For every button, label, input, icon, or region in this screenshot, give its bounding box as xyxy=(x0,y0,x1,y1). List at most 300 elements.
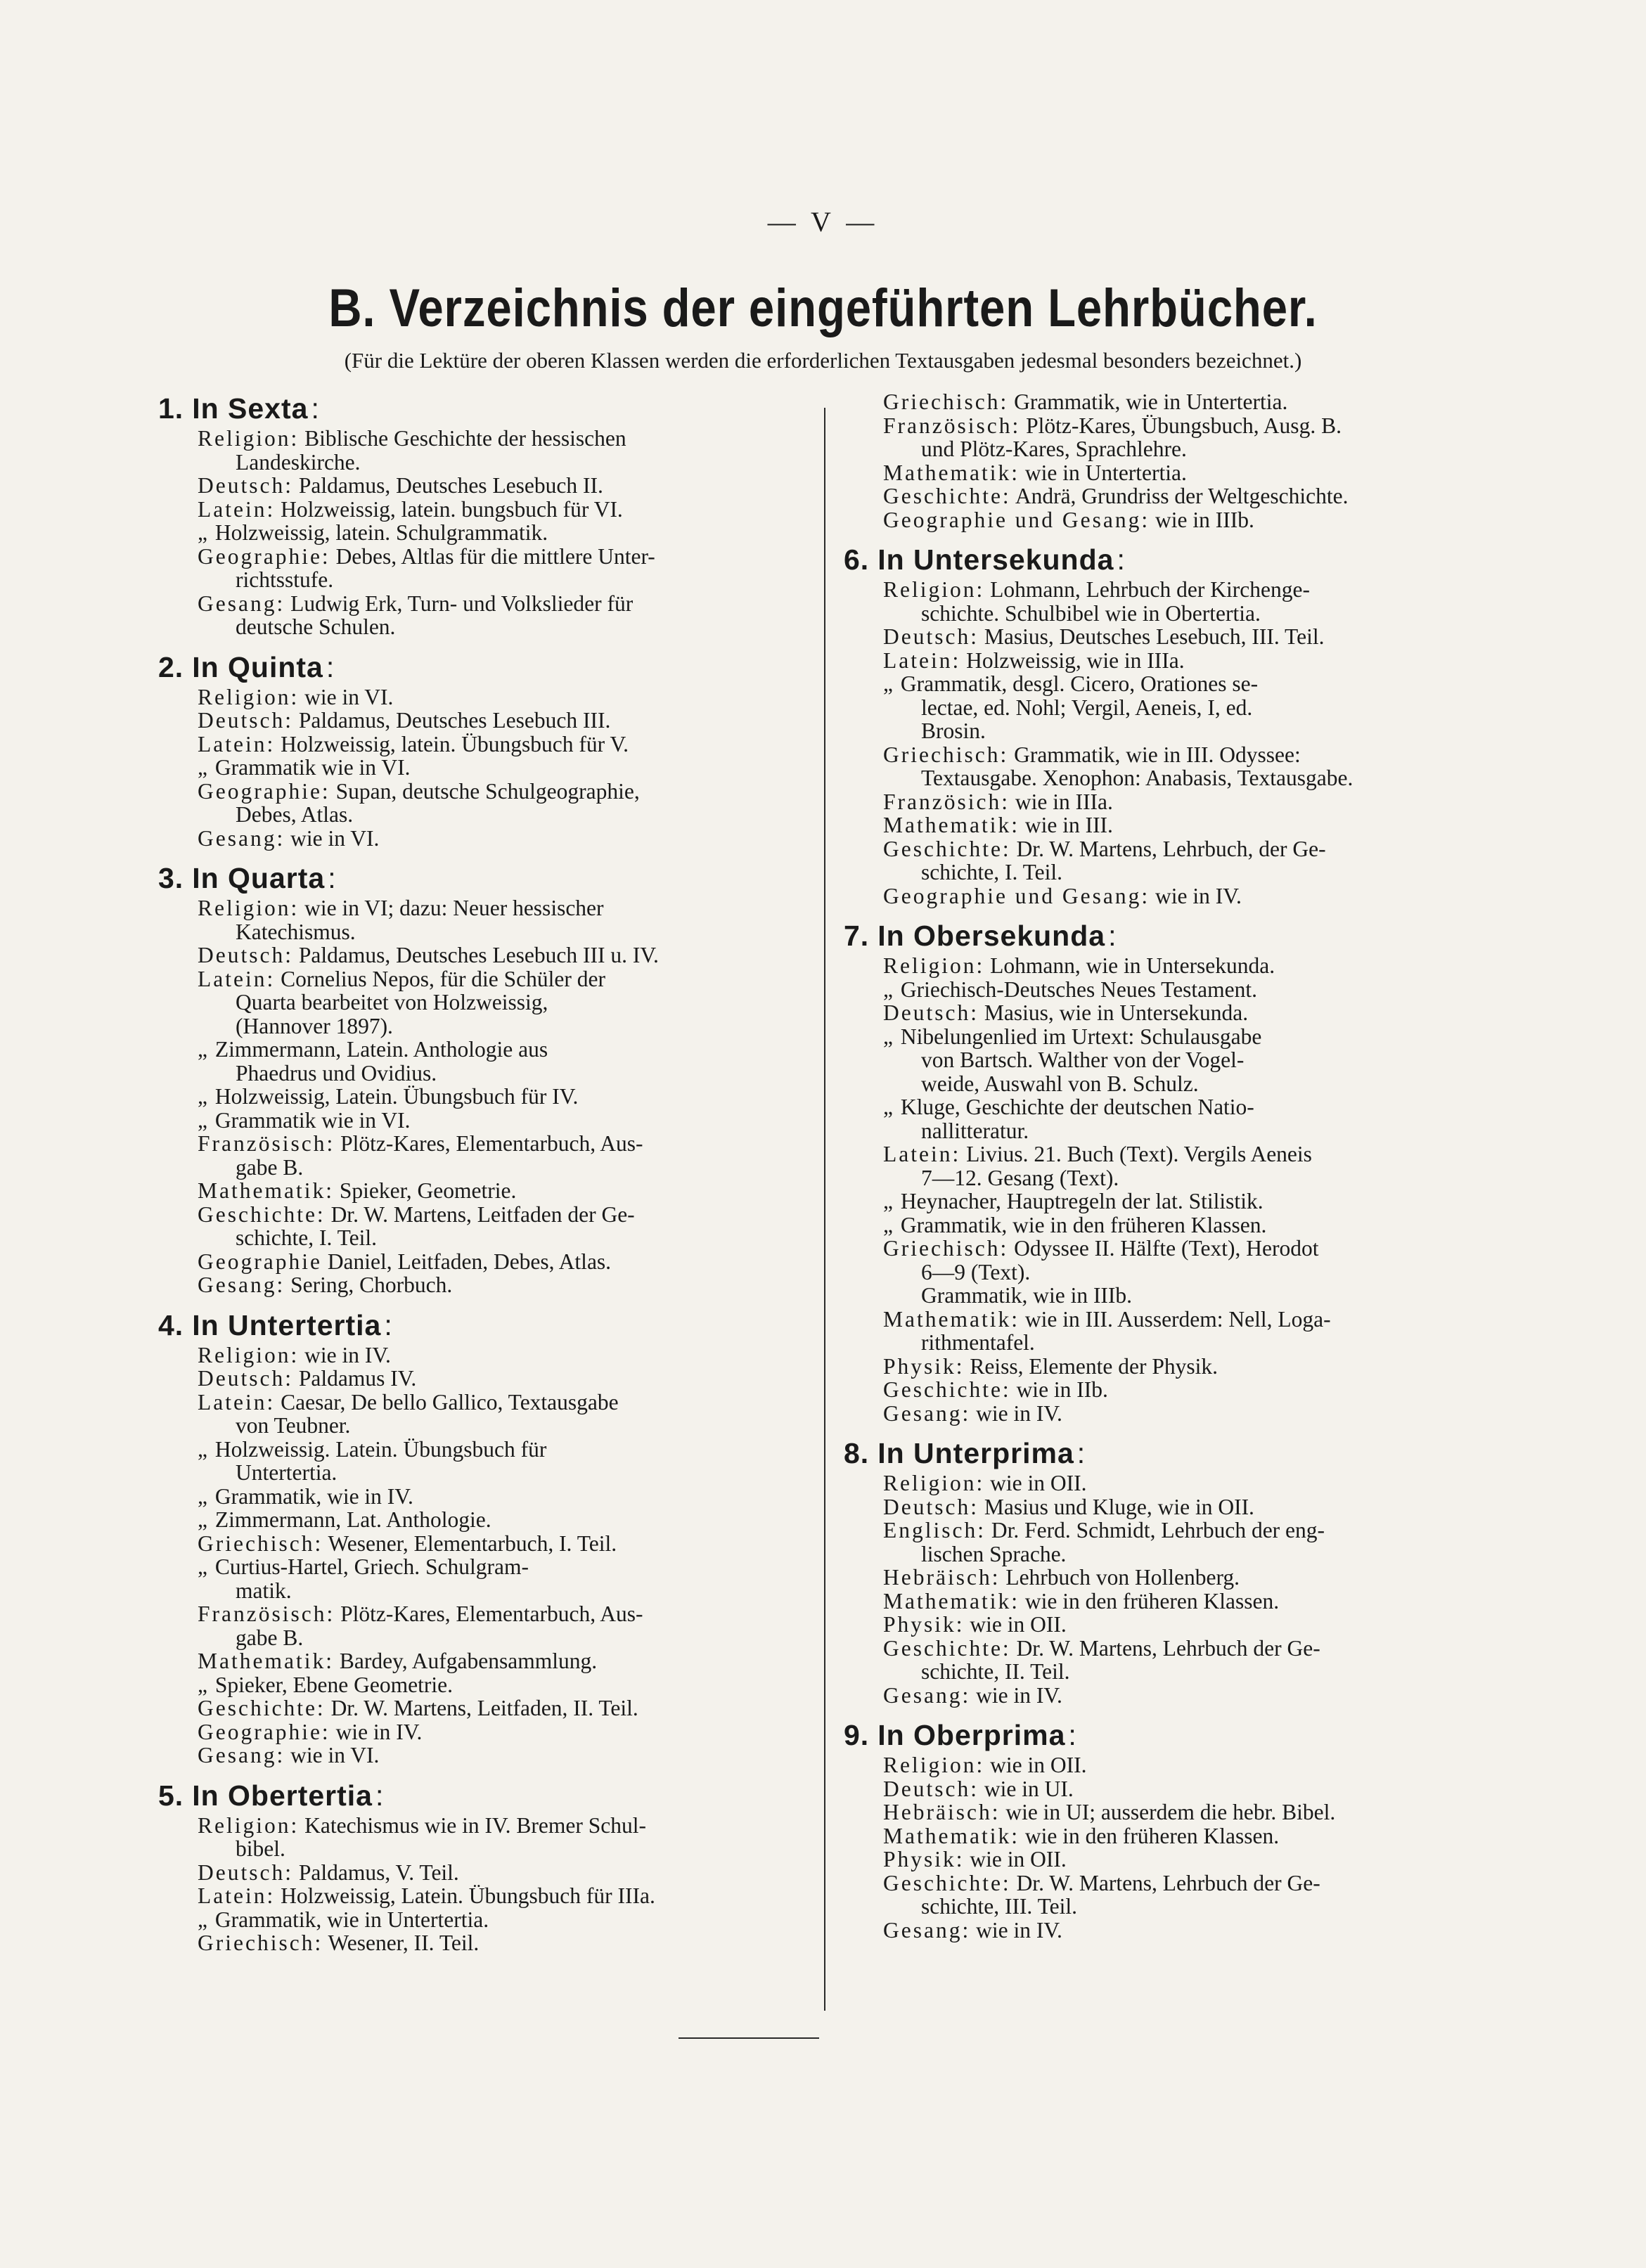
entry-subject: „ xyxy=(198,1084,210,1109)
section-heading xyxy=(158,1307,812,1344)
bottom-rule xyxy=(679,2037,819,2039)
entry-text: Holzweissig, Latein. Übungsbuch für IV. xyxy=(214,1084,579,1109)
entry-subject: Geschichte: xyxy=(883,836,1011,861)
section-name: In Sexta xyxy=(192,392,309,425)
book-entry xyxy=(858,1684,1477,1708)
entry-text: Dr. Ferd. Schmidt, Lehrbuch der eng- xyxy=(991,1518,1325,1542)
section-heading xyxy=(158,649,812,685)
book-entry xyxy=(172,1109,812,1133)
book-entry xyxy=(858,1542,1477,1566)
entry-subject: Deutsch: xyxy=(883,1494,979,1519)
book-entry xyxy=(858,1848,1477,1871)
entry-text: Debes, Altlas für die mittlere Unter- xyxy=(335,543,655,569)
book-entry xyxy=(172,1931,812,1955)
entry-text: Holzweissig, wie in IIIa. xyxy=(966,647,1185,673)
section-heading xyxy=(844,541,1477,578)
section-gap xyxy=(858,1942,1477,1952)
section-number: 8. xyxy=(844,1437,870,1469)
entry-text: Grammatik, wie in Untertertia. xyxy=(1014,389,1288,414)
entry-subject: Französisch: xyxy=(883,413,1021,438)
entry-subject: Religion: xyxy=(198,426,300,451)
section-number: 6. xyxy=(844,543,870,576)
entry-text: Holzweissig, latein. Schulgrammatik. xyxy=(214,520,548,545)
book-entry xyxy=(858,649,1477,673)
entry-text: wie in OII. xyxy=(990,1471,1087,1495)
entry-subject: „ xyxy=(198,1037,210,1062)
section-gap xyxy=(858,531,1477,541)
section-number: 7. xyxy=(844,920,870,952)
entry-text: wie in VI. xyxy=(304,684,394,709)
book-entry xyxy=(172,1438,812,1462)
book-entry xyxy=(858,1213,1477,1237)
book-entry xyxy=(858,813,1477,837)
class-section xyxy=(858,390,1477,531)
left-column xyxy=(158,390,812,1965)
entry-subject: Geographie: xyxy=(198,543,330,569)
entry-subject: Latein: xyxy=(883,1142,961,1166)
entry-text: Wesener, II. Teil. xyxy=(328,1931,480,1955)
entry-subject: Religion: xyxy=(883,1753,985,1777)
book-entry xyxy=(172,685,812,709)
entry-subject: Religion: xyxy=(883,1471,985,1495)
book-entry xyxy=(172,1485,812,1509)
entry-subject: Deutsch: xyxy=(198,1860,293,1885)
entry-subject: Griechisch: xyxy=(883,1236,1009,1261)
book-entry xyxy=(858,790,1477,814)
section-number: 9. xyxy=(844,1719,870,1751)
entry-text: Phaedrus und Ovidius. xyxy=(236,1060,437,1085)
entry-subject: Hebräisch: xyxy=(883,1565,1001,1590)
entry-text: Quarta bearbeitet von Holzweissig, xyxy=(236,990,548,1014)
class-section xyxy=(158,390,812,639)
entry-subject: Geschichte: xyxy=(883,1870,1011,1895)
entry-text: Wesener, Elementarbuch, I. Teil. xyxy=(328,1531,617,1556)
section-heading xyxy=(158,390,812,427)
entry-text: Plötz-Kares, Elementarbuch, Aus- xyxy=(340,1602,643,1626)
book-entry xyxy=(172,827,812,851)
entry-text: 7—12. Gesang (Text). xyxy=(921,1165,1119,1190)
book-entry xyxy=(858,1237,1477,1261)
entry-text: wie in UI; ausserdem die hebr. Bibel. xyxy=(1005,1800,1336,1824)
entry-text: Andrä, Grundriss der Weltgeschichte. xyxy=(1015,484,1349,508)
entry-text: wie in IV. xyxy=(976,1917,1062,1942)
book-entry xyxy=(172,498,812,522)
entry-subject: Geschichte: xyxy=(883,1377,1011,1402)
entry-subject: Französisch: xyxy=(198,1602,335,1626)
entry-subject: Englisch: xyxy=(883,1518,986,1542)
entry-subject: „ xyxy=(198,1107,210,1133)
book-entry xyxy=(858,1753,1477,1777)
entry-subject: Geschichte: xyxy=(198,1201,326,1227)
entry-text: Caesar, De bello Gallico, Textausgabe xyxy=(281,1389,619,1415)
book-entry xyxy=(172,803,812,827)
entry-subject: Deutsch: xyxy=(883,1000,979,1025)
book-entry xyxy=(172,1179,812,1203)
entry-subject: Gesang: xyxy=(198,591,285,616)
book-entry xyxy=(858,508,1477,532)
entry-subject: Latein: xyxy=(198,1389,276,1415)
right-column xyxy=(844,389,1477,1952)
entry-text: Dr. W. Martens, Lehrbuch der Ge- xyxy=(1016,1635,1320,1661)
book-entry xyxy=(858,1261,1477,1284)
book-entry xyxy=(172,1720,812,1744)
book-entry xyxy=(858,1871,1477,1895)
book-entry xyxy=(858,884,1477,908)
book-entry xyxy=(172,991,812,1014)
section-number: 4. xyxy=(158,1308,184,1341)
entry-subject: Deutsch: xyxy=(883,1776,979,1801)
book-entry xyxy=(172,1461,812,1485)
book-entry xyxy=(172,1203,812,1227)
entry-text: Grammatik, desgl. Cicero, Orationes se- xyxy=(900,671,1259,696)
entry-text: wie in IIIa. xyxy=(1015,789,1113,814)
entry-text: Kluge, Geschichte der deutschen Natio- xyxy=(900,1095,1254,1119)
entry-text: gabe B. xyxy=(236,1154,304,1180)
entry-text: Ludwig Erk, Turn- und Volkslieder für xyxy=(290,591,634,616)
book-entry xyxy=(172,1014,812,1038)
book-entry xyxy=(172,474,812,498)
entry-text: schichte, III. Teil. xyxy=(921,1894,1078,1919)
section-name: In Oberprima xyxy=(877,1719,1066,1751)
entry-text: Paldamus, V. Teil. xyxy=(298,1860,459,1885)
entry-text: richtsstufe. xyxy=(236,567,334,592)
entry-subject: Deutsch: xyxy=(883,624,979,649)
column-divider xyxy=(824,408,825,2011)
class-section xyxy=(844,1717,1477,1942)
book-entry xyxy=(858,1095,1477,1119)
entry-subject: Religion: xyxy=(198,1812,300,1838)
book-entry xyxy=(172,1602,812,1626)
book-entry xyxy=(172,896,812,920)
entry-text: Grammatik, wie in IV. xyxy=(214,1483,413,1509)
entry-subject: Französich: xyxy=(883,789,1010,814)
book-entry xyxy=(172,1391,812,1415)
entry-text: weide, Auswahl von B. Schulz. xyxy=(921,1071,1199,1096)
entry-text: wie in Untertertia. xyxy=(1024,460,1187,485)
entry-subject: „ xyxy=(883,1024,895,1049)
section-gap xyxy=(858,1707,1477,1717)
entry-text: Paldamus, Deutsches Lesebuch II. xyxy=(298,473,603,498)
entry-text: wie in IV. xyxy=(976,1400,1062,1426)
entry-text: wie in VI. xyxy=(290,1743,380,1767)
entry-text: lectae, ed. Nohl; Vergil, Aeneis, I, ed. xyxy=(921,695,1253,720)
book-entry xyxy=(172,943,812,967)
entry-subject: Gesang: xyxy=(883,1400,971,1426)
entry-text: wie in IIb. xyxy=(1016,1377,1108,1402)
book-entry xyxy=(858,625,1477,649)
entry-text: Daniel, Leitfaden, Debes, Atlas. xyxy=(327,1249,612,1274)
entry-subject: „ xyxy=(198,1672,210,1697)
section-heading xyxy=(844,1435,1477,1471)
book-entry xyxy=(858,437,1477,461)
book-entry xyxy=(858,1519,1477,1542)
entry-text: Grammatik, wie in III. Odyssee: xyxy=(1014,742,1301,767)
entry-subject: Griechisch: xyxy=(883,389,1009,414)
entry-subject: Mathematik: xyxy=(198,1649,334,1673)
entry-text: Holzweissig, latein. bungsbuch für VI. xyxy=(281,496,623,522)
entry-subject: Latein: xyxy=(198,1883,276,1908)
book-entry xyxy=(172,1696,812,1720)
entry-text: Holzweissig, Latein. Übungsbuch für IIIa. xyxy=(281,1883,655,1908)
entry-text: Nibelungenlied im Urtext: Schulausgabe xyxy=(900,1024,1262,1049)
book-entry xyxy=(172,1884,812,1908)
entry-text: Paldamus, Deutsches Lesebuch III u. IV. xyxy=(298,943,659,967)
book-entry xyxy=(172,1344,812,1367)
section-gap xyxy=(172,639,812,649)
entry-subject: Mathematik: xyxy=(883,1588,1020,1613)
book-entry xyxy=(172,709,812,733)
section-colon: : xyxy=(326,650,335,683)
entry-text: Odyssee II. Hälfte (Text), Herodot xyxy=(1014,1236,1319,1261)
entry-text: Dr. W. Martens, Lehrbuch der Ge- xyxy=(1016,1870,1320,1895)
book-entry xyxy=(858,1402,1477,1426)
entry-subject: Geographie: xyxy=(198,778,330,804)
book-entry xyxy=(858,1355,1477,1379)
entry-subject: „ xyxy=(198,1554,210,1579)
book-entry xyxy=(858,1777,1477,1801)
book-entry xyxy=(858,414,1477,438)
book-entry xyxy=(858,837,1477,861)
entry-subject: Deutsch: xyxy=(198,1366,293,1391)
section-heading xyxy=(844,1717,1477,1753)
entry-text: schichte, II. Teil. xyxy=(921,1659,1070,1684)
section-name: In Obersekunda xyxy=(877,920,1106,952)
class-section xyxy=(158,860,812,1297)
book-entry xyxy=(858,461,1477,485)
book-entry xyxy=(172,1555,812,1579)
book-entry xyxy=(172,592,812,616)
entry-text: Grammatik wie in VI. xyxy=(214,1107,411,1133)
book-entry xyxy=(858,1166,1477,1190)
entry-text: (Hannover 1897). xyxy=(236,1013,393,1038)
book-entry xyxy=(172,1226,812,1250)
book-entry xyxy=(172,1132,812,1156)
entry-subject: Mathematik: xyxy=(883,813,1020,837)
entry-text: Cornelius Nepos, für die Schüler der xyxy=(281,966,605,991)
book-entry xyxy=(172,1085,812,1109)
class-section xyxy=(844,1435,1477,1708)
entry-text: Griechisch-Deutsches Neues Testament. xyxy=(900,977,1258,1002)
entry-subject: Latein: xyxy=(198,496,276,522)
page-number: — V — xyxy=(767,206,879,238)
entry-text: wie in IIIb. xyxy=(1155,507,1254,532)
entry-subject: Physik: xyxy=(883,1353,965,1379)
section-colon: : xyxy=(1117,543,1126,576)
entry-subject: Latein: xyxy=(198,731,276,756)
entry-text: Heynacher, Hauptregeln der lat. Stilistik. xyxy=(900,1189,1264,1213)
entry-text: wie in OII. xyxy=(970,1847,1067,1871)
entry-text: wie in III. xyxy=(1024,813,1113,837)
entry-text: wie in IV. xyxy=(304,1342,391,1367)
section-number: 1. xyxy=(158,392,184,425)
section-name: In Quarta xyxy=(192,862,326,894)
book-entry xyxy=(858,1919,1477,1942)
entry-text: wie in VI; dazu: Neuer hessischer xyxy=(304,896,604,920)
entry-subject: Deutsch: xyxy=(198,473,293,498)
entry-text: wie in den früheren Klassen. xyxy=(1024,1588,1280,1613)
entry-text: Dr. W. Martens, Leitfaden der Ge- xyxy=(330,1201,635,1227)
entry-subject: Mathematik: xyxy=(883,1306,1020,1332)
entry-subject: Geschichte: xyxy=(883,1635,1011,1661)
section-name: In Obertertia xyxy=(192,1779,373,1812)
book-entry xyxy=(172,427,812,451)
entry-text: matik. xyxy=(236,1578,292,1603)
entry-text: 6—9 (Text). xyxy=(921,1259,1031,1284)
entry-text: Livius. 21. Buch (Text). Vergils Aeneis xyxy=(966,1142,1312,1166)
section-colon: : xyxy=(384,1308,393,1341)
entry-text: von Teubner. xyxy=(236,1413,351,1438)
book-entry xyxy=(858,1800,1477,1824)
entry-subject: „ xyxy=(883,1189,895,1213)
entry-subject: Gesang: xyxy=(198,825,285,851)
entry-subject: „ xyxy=(883,671,895,696)
entry-subject: Religion: xyxy=(198,896,300,920)
entry-text: wie in UI. xyxy=(984,1776,1074,1801)
entry-subject: Gesang: xyxy=(883,1917,971,1942)
book-entry xyxy=(858,1142,1477,1166)
entry-text: Grammatik wie in VI. xyxy=(214,755,411,780)
entry-text: Grammatik, wie in IIIb. xyxy=(921,1283,1133,1308)
entry-text: Biblische Geschichte der hessischen xyxy=(304,426,626,451)
entry-subject: „ xyxy=(198,1907,210,1932)
entry-subject: Französisch: xyxy=(198,1131,335,1156)
entry-subject: Griechisch: xyxy=(198,1531,323,1556)
book-entry xyxy=(858,1824,1477,1848)
entry-subject: Griechisch: xyxy=(883,742,1009,767)
book-entry xyxy=(172,451,812,475)
book-entry xyxy=(172,1062,812,1085)
section-number: 3. xyxy=(158,862,184,894)
book-entry xyxy=(858,861,1477,884)
book-entry xyxy=(858,1495,1477,1519)
entry-text: rithmentafel. xyxy=(921,1330,1035,1355)
entry-subject: „ xyxy=(198,1507,210,1532)
book-entry xyxy=(858,1331,1477,1355)
entry-text: bibel. xyxy=(236,1836,285,1861)
entry-text: Paldamus, Deutsches Lesebuch III. xyxy=(298,708,611,733)
book-entry xyxy=(858,1072,1477,1096)
class-section xyxy=(158,1307,812,1767)
entry-text: schichte, I. Teil. xyxy=(236,1225,378,1250)
class-section xyxy=(158,1777,812,1955)
entry-subject: Latein: xyxy=(883,647,961,673)
entry-text: Katechismus wie in IV. Bremer Schul- xyxy=(304,1812,646,1838)
entry-subject: Religion: xyxy=(198,1342,300,1367)
entry-subject: Physik: xyxy=(883,1847,965,1871)
entry-subject: Geographie und Gesang: xyxy=(883,507,1150,532)
book-entry xyxy=(172,1156,812,1180)
book-entry xyxy=(172,521,812,545)
section-colon: : xyxy=(311,392,320,425)
section-colon: : xyxy=(1076,1437,1086,1469)
book-entry xyxy=(858,1025,1477,1049)
book-entry xyxy=(172,780,812,804)
entry-text: Lohmann, Lehrbuch der Kirchenge- xyxy=(990,577,1310,602)
book-entry xyxy=(858,719,1477,743)
book-entry xyxy=(172,1532,812,1556)
entry-subject: Geographie und Gesang: xyxy=(883,883,1150,908)
entry-subject: Gesang: xyxy=(198,1272,285,1297)
section-heading xyxy=(844,917,1477,954)
book-entry xyxy=(172,1837,812,1861)
entry-text: schichte, I. Teil. xyxy=(921,860,1063,884)
entry-subject: „ xyxy=(198,1483,210,1509)
class-section xyxy=(844,917,1477,1426)
book-entry xyxy=(858,1895,1477,1919)
entry-text: wie in IV. xyxy=(1155,883,1242,908)
entry-text: Holzweissig. Latein. Übungsbuch für xyxy=(214,1436,547,1462)
book-entry xyxy=(858,1001,1477,1025)
book-entry xyxy=(172,1861,812,1885)
book-entry xyxy=(172,1579,812,1603)
book-entry xyxy=(172,1367,812,1391)
entry-text: Curtius-Hartel, Griech. Schulgram- xyxy=(214,1554,529,1579)
entry-text: Masius, Deutsches Lesebuch, III. Teil. xyxy=(984,624,1325,649)
book-entry xyxy=(858,1613,1477,1637)
entry-text: Spieker, Geometrie. xyxy=(339,1178,517,1203)
entry-subject: Geschichte: xyxy=(198,1696,326,1720)
book-entry xyxy=(172,1414,812,1438)
book-entry xyxy=(172,756,812,780)
entry-text: deutsche Schulen. xyxy=(236,614,396,639)
book-entry xyxy=(858,1590,1477,1613)
book-entry xyxy=(858,1471,1477,1495)
entry-text: Supan, deutsche Schulgeographie, xyxy=(335,778,640,804)
book-entry xyxy=(858,1660,1477,1684)
book-entry xyxy=(858,1048,1477,1072)
entry-text: Debes, Atlas. xyxy=(236,802,354,827)
section-gap xyxy=(858,908,1477,917)
entry-text: von Bartsch. Walther von der Vogel- xyxy=(921,1048,1245,1072)
entry-text: Spieker, Ebene Geometrie. xyxy=(214,1672,453,1697)
section-name: In Untertertia xyxy=(192,1308,382,1341)
entry-subject: Mathematik: xyxy=(198,1178,334,1203)
entry-subject: Gesang: xyxy=(883,1682,971,1708)
entry-text: Holzweissig, latein. Übungsbuch für V. xyxy=(281,731,629,756)
entry-text: gabe B. xyxy=(236,1625,304,1650)
book-entry xyxy=(858,1284,1477,1308)
book-entry xyxy=(858,1308,1477,1332)
entry-subject: Religion: xyxy=(883,953,985,978)
entry-subject: „ xyxy=(198,1436,210,1462)
entry-subject: Hebräisch: xyxy=(883,1800,1001,1824)
entry-text: wie in den früheren Klassen. xyxy=(1024,1823,1280,1848)
entry-subject: Religion: xyxy=(198,684,300,709)
page-title: B. Verzeichnis der eingeführten Lehrbücher. xyxy=(328,278,1318,338)
entry-text: nallitteratur. xyxy=(921,1118,1029,1143)
book-entry xyxy=(858,954,1477,978)
entry-text: Grammatik, wie in den früheren Klassen. xyxy=(900,1212,1267,1237)
book-entry xyxy=(858,1190,1477,1213)
section-gap xyxy=(172,1297,812,1307)
book-entry xyxy=(172,1908,812,1932)
book-entry xyxy=(858,1566,1477,1590)
section-colon: : xyxy=(375,1779,385,1812)
entry-text: wie in VI. xyxy=(290,825,380,851)
book-entry xyxy=(172,1744,812,1767)
entry-text: Katechismus. xyxy=(236,919,356,944)
entry-text: Masius, wie in Untersekunda. xyxy=(984,1000,1249,1025)
book-entry xyxy=(858,672,1477,696)
entry-text: wie in III. Ausserdem: Nell, Loga- xyxy=(1024,1306,1331,1332)
book-entry xyxy=(172,733,812,756)
book-entry xyxy=(172,920,812,944)
book-entry xyxy=(172,1250,812,1274)
book-entry xyxy=(858,766,1477,790)
section-colon: : xyxy=(328,862,337,894)
entry-text: wie in IV. xyxy=(335,1719,423,1744)
entry-subject: Deutsch: xyxy=(198,708,293,733)
